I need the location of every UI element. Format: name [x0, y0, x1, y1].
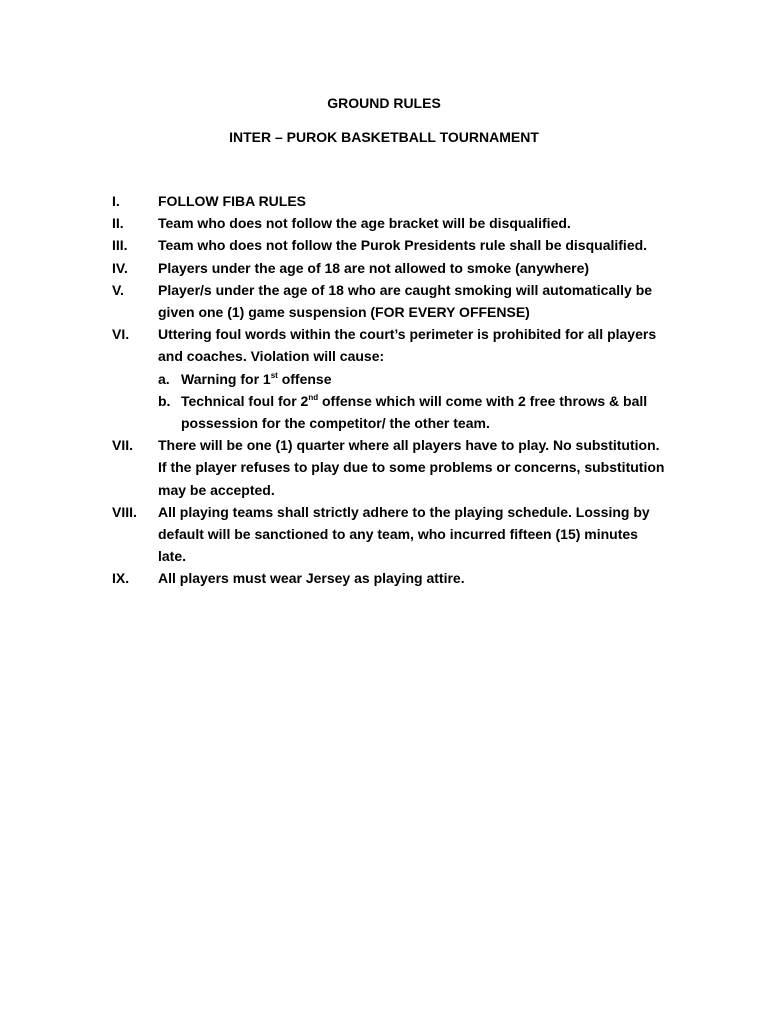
- rule-number: V.: [112, 281, 124, 298]
- rule-text: All players must wear Jersey as playing attire.: [158, 570, 465, 587]
- rule-6-item-b: [158, 390, 712, 434]
- rule-text: Players under the age of 18 are not allowed to smoke (anywhere): [158, 259, 590, 276]
- rule-3: [112, 234, 712, 256]
- rule-number: VI.: [112, 326, 130, 343]
- sub-item-text: Technical foul for 2: [181, 392, 309, 409]
- rule-number: IV.: [112, 259, 128, 276]
- rule-8: [112, 501, 712, 568]
- rule-7: [112, 434, 712, 501]
- rule-2: [112, 212, 712, 234]
- rule-text-line: Uttering foul words within the court’s perimeter is prohibited for all players: [158, 326, 657, 343]
- rule-text-line: given one (1) game suspension (FOR EVERY OFFENSE): [158, 304, 530, 321]
- rule-text-line: default will be sanctioned to any team, who incurred fifteen (15) minutes: [158, 526, 638, 543]
- rule-number: III.: [112, 237, 128, 254]
- rule-text-line: Player/s under the age of 18 who are caught smoking will automatically be: [158, 281, 653, 298]
- rule-number: II.: [112, 215, 124, 232]
- rule-text: Team who does not follow the age bracket will be disqualified.: [158, 215, 571, 232]
- document-subtitle: INTER – PUROK BASKETBALL TOURNAMENT: [229, 129, 539, 145]
- ordinal-suffix: nd: [308, 392, 319, 402]
- rule-6: [112, 323, 712, 434]
- ordinal-suffix: st: [270, 370, 278, 380]
- rules-list: [112, 190, 712, 590]
- sub-item-label: b.: [158, 392, 171, 409]
- rule-text-line: There will be one (1) quarter where all players have to play. No substitution.: [158, 437, 660, 454]
- rule-6-item-a: [158, 368, 712, 390]
- sub-item-text-line: possession for the competitor/ the other team.: [181, 415, 490, 432]
- rule-1: [112, 190, 712, 212]
- rule-5: [112, 279, 712, 323]
- rule-4: [112, 257, 712, 279]
- rule-text-line: If the player refuses to play due to some problems or concerns, substitution: [158, 459, 665, 476]
- document-title: GROUND RULES: [327, 95, 441, 111]
- sub-item-text: offense which will come with 2 free throws & ball: [318, 392, 648, 409]
- sub-item-text: offense: [277, 370, 332, 387]
- rule-text: FOLLOW FIBA RULES: [158, 193, 307, 209]
- rule-text-line: All playing teams shall strictly adhere to the playing schedule. Lossing by: [158, 503, 650, 520]
- rule-number: VII.: [112, 437, 134, 454]
- sub-item-text: Warning for 1: [181, 370, 271, 387]
- rule-number: IX.: [112, 570, 130, 587]
- rule-text-line: late.: [158, 548, 187, 565]
- rule-number: VIII.: [112, 503, 137, 520]
- rule-number: I.: [112, 193, 120, 209]
- rule-text-line: may be accepted.: [158, 481, 275, 498]
- rule-9: [112, 567, 712, 589]
- rule-text-line: and coaches. Violation will cause:: [158, 348, 385, 365]
- sub-item-label: a.: [158, 370, 170, 387]
- rule-text: Team who does not follow the Purok Presidents rule shall be disqualified.: [158, 237, 648, 254]
